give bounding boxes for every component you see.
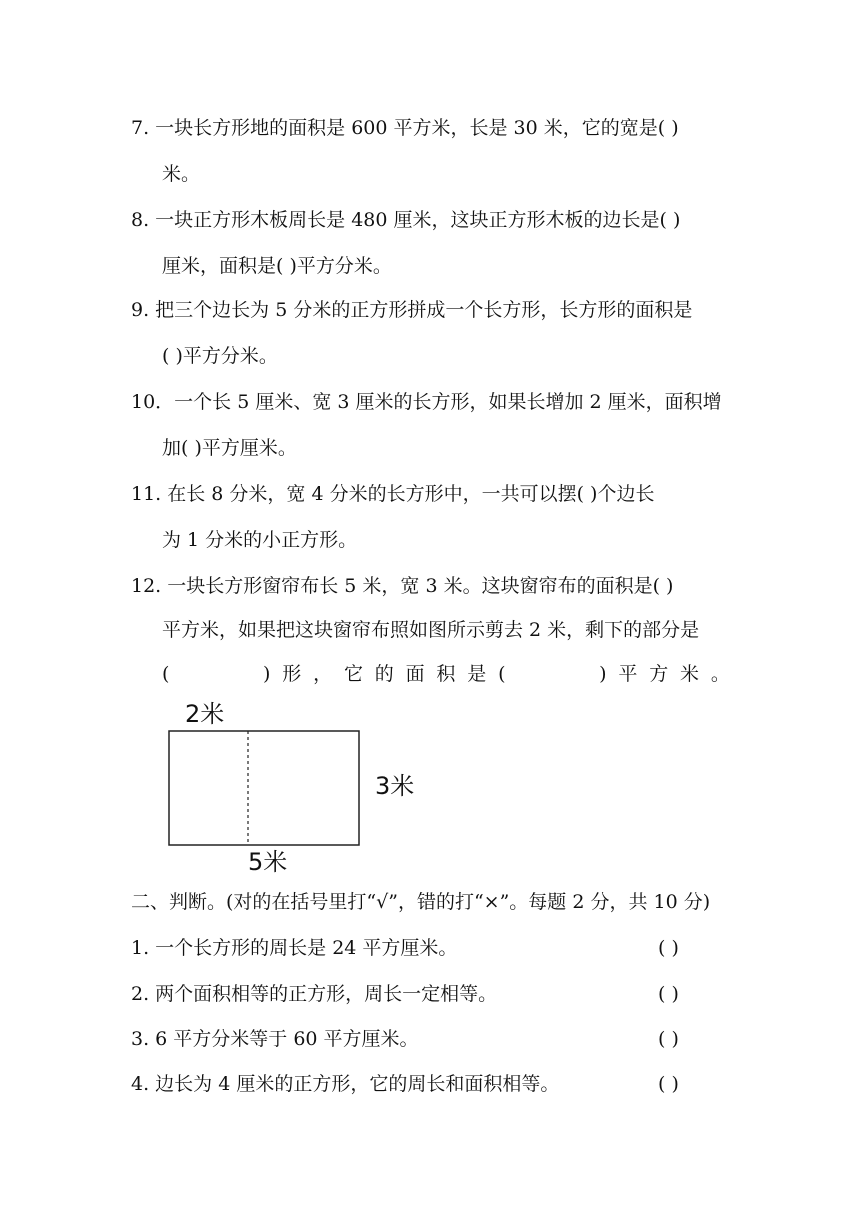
diagram-right-label: 3米 (375, 772, 415, 800)
section2-heading: 二、判断。(对的在括号里打“√”，错的打“×”。每题 2 分，共 10 分) (131, 891, 711, 913)
answer-bracket-2[interactable]: ( ) (658, 983, 679, 1005)
judge-item-4: 4. 边长为 4 厘米的正方形，它的周长和面积相等。 (131, 1073, 560, 1095)
answer-bracket-3[interactable]: ( ) (658, 1028, 679, 1050)
q12-line3-part: 它 (343, 663, 363, 685)
q9-line1: 9. 把三个边长为 5 分米的正方形拼成一个长方形，长方形的面积是 (131, 299, 693, 321)
q12-line3-part: 积 (436, 663, 456, 685)
q12-line3-part: ) (263, 663, 271, 685)
answer-bracket-4[interactable]: ( ) (658, 1073, 679, 1095)
q12-line3-part: 面 (405, 663, 425, 685)
diagram-top-label: 2米 (185, 700, 225, 728)
q7-line2: 米。 (162, 163, 201, 185)
q7-line1: 7. 一块长方形地的面积是 600 平方米，长是 30 米，它的宽是( ) (131, 117, 679, 139)
rectangle-outline (169, 731, 359, 845)
q12-line3-part: 是 (467, 663, 487, 685)
judge-item-3: 3. 6 平方分米等于 60 平方厘米。 (131, 1028, 419, 1050)
q12-line3 (162, 662, 730, 686)
q10-line2: 加( )平方厘米。 (162, 437, 297, 459)
q11-line1: 11. 在长 8 分米，宽 4 分米的长方形中，一共可以摆( )个边长 (131, 483, 655, 505)
diagram-bottom-label: 5米 (248, 848, 288, 876)
q12-line3-part: ( (162, 663, 170, 685)
q11-line2: 为 1 分米的小正方形。 (162, 529, 358, 551)
judge-item-2: 2. 两个面积相等的正方形，周长一定相等。 (131, 983, 498, 1005)
answer-bracket-1[interactable]: ( ) (658, 937, 679, 959)
q12-line1: 12. 一块长方形窗帘布长 5 米，宽 3 米。这块窗帘布的面积是( ) (131, 575, 674, 597)
q12-line2: 平方米，如果把这块窗帘布照如图所示剪去 2 米，剩下的部分是 (162, 619, 700, 641)
q12-line3-part: 的 (374, 663, 394, 685)
q8-line2: 厘米，面积是( )平方分米。 (162, 255, 392, 277)
q12-line3-part: ， (313, 663, 333, 685)
q12-line3-part: 平 (618, 663, 638, 685)
rectangle-diagram (165, 700, 425, 876)
q12-line3-part: 米 (680, 663, 700, 685)
judge-item-1: 1. 一个长方形的周长是 24 平方厘米。 (131, 937, 458, 959)
q12-line3-part: 方 (649, 663, 669, 685)
q12-line3-part: ( (498, 663, 506, 685)
q12-line3-part: ) (599, 663, 607, 685)
q12-line3-part: 形 (282, 663, 302, 685)
q9-line2: ( )平方分米。 (162, 345, 278, 367)
q8-line1: 8. 一块正方形木板周长是 480 厘米，这块正方形木板的边长是( ) (131, 209, 681, 231)
q12-line3-part: 。 (710, 663, 730, 685)
q10-line1: 10．一个长 5 厘米、宽 3 厘米的长方形，如果长增加 2 厘米，面积增 (131, 391, 722, 413)
